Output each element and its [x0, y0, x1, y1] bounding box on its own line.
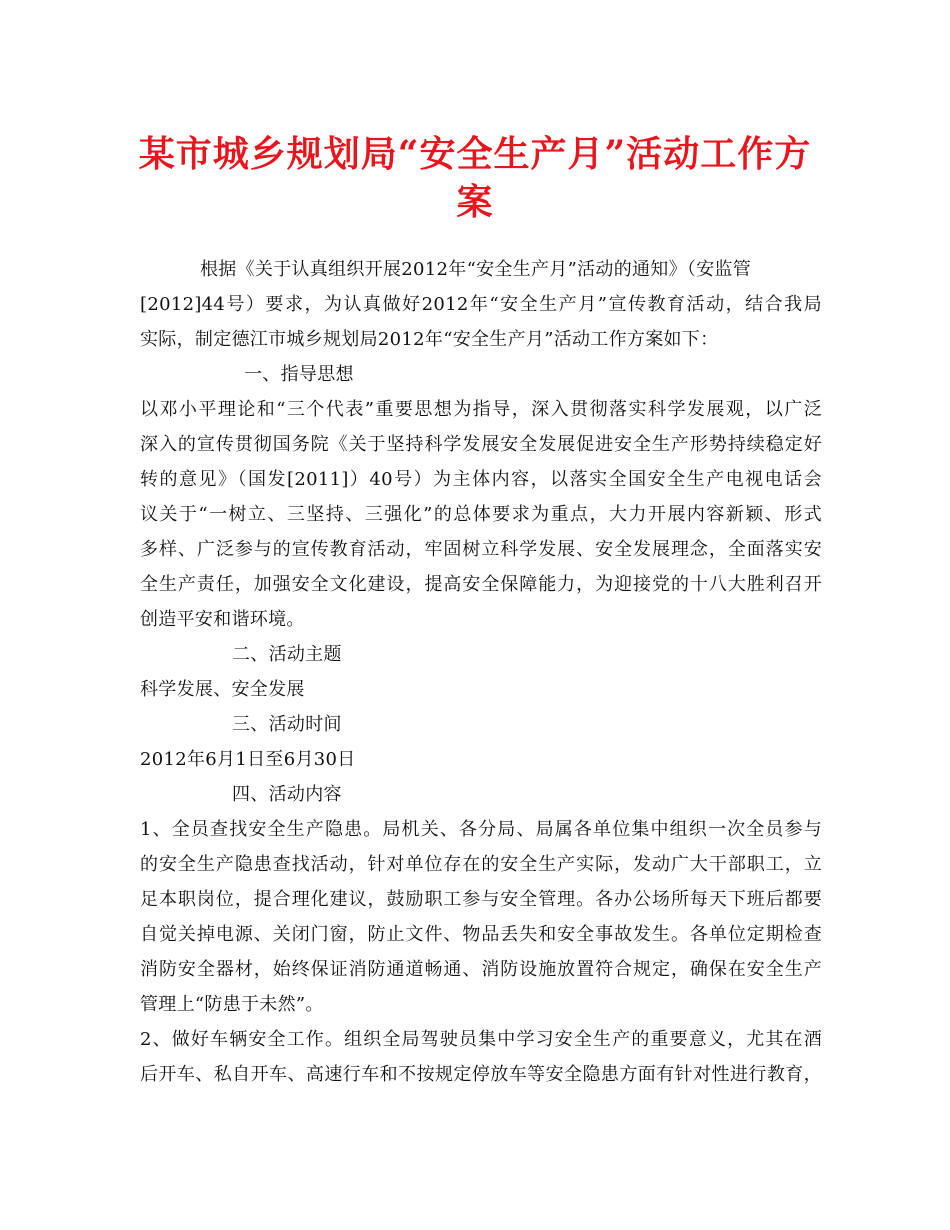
paragraph-line: 实际，制定德江市城乡规划局2012年“安全生产月”活动工作方案如下：	[140, 329, 719, 350]
paragraph-line: 深入的宣传贯彻国务院《关于坚持科学发展安全发展促进安全生产形势持续稳定好	[140, 434, 822, 455]
paragraph-line: 创造平安和谐环境。	[140, 609, 305, 630]
section-heading: 三、活动时间	[232, 714, 342, 735]
paragraph-line: 议关于“一树立、三坚持、三强化”的总体要求为重点，大力开展内容新颖、形式	[140, 504, 822, 525]
section-heading: 四、活动内容	[232, 784, 342, 805]
paragraph-line: 转的意见》（国发[2011]）40号）为主体内容，以落实全国安全生产电视电话会	[140, 469, 822, 490]
paragraph-line: 1、全员查找安全生产隐患。局机关、各分局、局属各单位集中组织一次全员参与	[140, 819, 822, 840]
paragraph-line: 全生产责任，加强安全文化建设，提高安全保障能力，为迎接党的十八大胜利召开	[140, 574, 822, 595]
document-title-line-1: 某市城乡规划局“安全生产月”活动工作方	[138, 133, 812, 175]
paragraph-line: 2012年6月1日至6月30日	[140, 749, 356, 770]
paragraph-line: 自觉关掉电源、关闭门窗，防止文件、物品丢失和安全事故发生。各单位定期检查	[140, 924, 822, 945]
paragraph-line: 的安全生产隐患查找活动，针对单位存在的安全生产实际，发动广大干部职工，立	[140, 854, 822, 875]
paragraph-line: 根据《关于认真组织开展2012年“安全生产月”活动的通知》（安监管	[200, 259, 752, 280]
paragraph-line: 消防安全器材，始终保证消防通道畅通、消防设施放置符合规定，确保在安全生产	[140, 959, 822, 980]
paragraph-line: 管理上“防患于未然”。	[140, 994, 324, 1015]
paragraph-line: 科学发展、安全发展	[140, 679, 305, 700]
section-heading: 二、活动主题	[232, 644, 342, 665]
paragraph-line: 多样、广泛参与的宣传教育活动，牢固树立科学发展、安全发展理念，全面落实安	[140, 539, 822, 560]
paragraph-line: [2012]44号）要求，为认真做好2012年“安全生产月”宣传教育活动，结合我局	[140, 294, 822, 315]
section-heading: 一、指导思想	[244, 364, 354, 385]
document-title-line-2: 案	[456, 181, 494, 223]
paragraph-line: 足本职岗位，提合理化建议，鼓励职工参与安全管理。各办公场所每天下班后都要	[140, 889, 822, 910]
paragraph-line: 后开车、私自开车、高速行车和不按规定停放车等安全隐患方面有针对性进行教育，	[140, 1064, 822, 1085]
paragraph-line: 2、做好车辆安全工作。组织全局驾驶员集中学习安全生产的重要意义，尤其在酒	[140, 1029, 822, 1050]
paragraph-line: 以邓小平理论和“三个代表”重要思想为指导，深入贯彻落实科学发展观，以广泛	[140, 399, 822, 420]
